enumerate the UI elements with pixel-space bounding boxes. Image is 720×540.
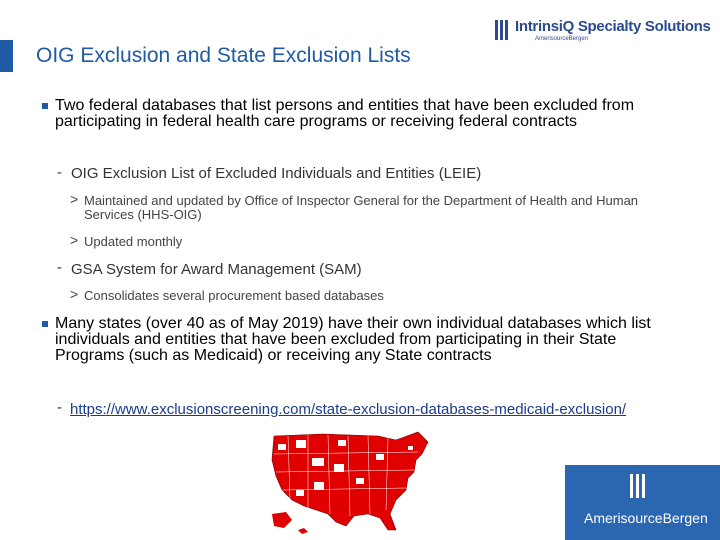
logo-name: IntrinsiQ Specialty Solutions — [515, 18, 711, 35]
bullet-state-databases: Many states (over 40 as of May 2019) have their own individual databases which list individuals and entities that have been excluded from participating in their State Programs (such as Medicaid) or receiving any State contracts — [55, 315, 651, 364]
state-exclusion-link[interactable]: https://www.exclusionscreening.com/state-exclusion-databases-medicaid-exclusion/ — [70, 401, 627, 418]
bullet-leie-maintained: Maintained and updated by Office of Inspector General for the Department of Health and Human Services (HHS-OIG) — [84, 193, 639, 222]
slide-title: OIG Exclusion and State Exclusion Lists — [36, 44, 411, 67]
title-accent-bar — [0, 40, 13, 72]
amerisourcebergen-logo-text: AmerisourceBergen — [584, 510, 708, 526]
chevron-right-icon: > — [70, 232, 79, 248]
logo-sub: AmerisourceBergen — [535, 36, 589, 42]
chevron-right-icon: > — [70, 286, 79, 302]
bullet-federal-databases: Two federal databases that list persons and entities that have been excluded from participating in federal health care programs or receiving federal contracts — [55, 97, 635, 130]
intrinsiq-logo-icon — [494, 18, 512, 44]
us-state-exclusion-map — [268, 430, 434, 540]
bullet-leie: OIG Exclusion List of Excluded Individuals and Entities (LEIE) — [71, 165, 482, 182]
bullet-leie-updated: Updated monthly — [84, 234, 183, 249]
bullet-sam-consolidates: Consolidates several procurement based databases — [84, 288, 384, 303]
dash-icon: - — [57, 259, 62, 276]
bullet-square-icon — [42, 321, 48, 327]
dash-icon: - — [57, 399, 62, 416]
dash-icon: - — [57, 164, 62, 181]
bullet-square-icon — [42, 103, 48, 109]
amerisourcebergen-logo-icon — [628, 472, 648, 502]
intrinsiq-logo — [494, 18, 711, 44]
bullet-sam: GSA System for Award Management (SAM) — [71, 261, 362, 278]
chevron-right-icon: > — [70, 191, 79, 207]
